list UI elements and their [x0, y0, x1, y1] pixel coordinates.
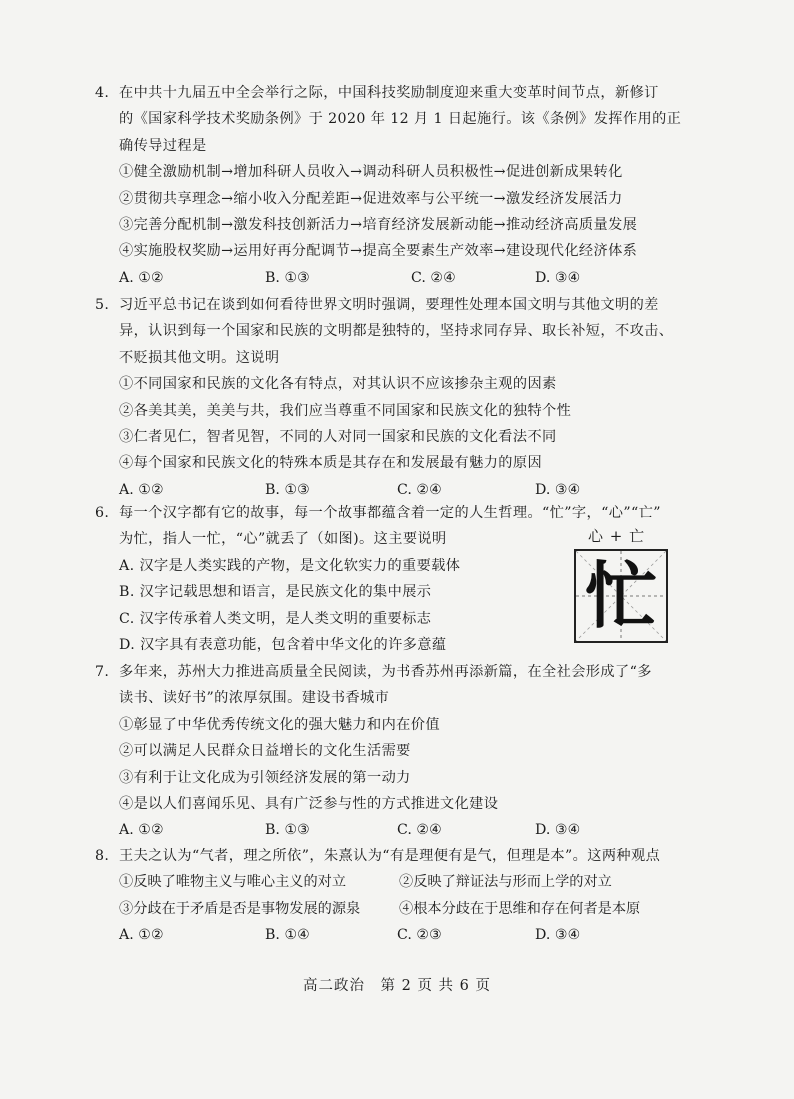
option-b: B. ①③: [265, 269, 310, 286]
page-footer: 高二政治 第 2 页 共 6 页: [303, 978, 491, 994]
option-d: D. ③④: [535, 927, 581, 944]
statement: ③有利于让文化成为引领经济发展的第一动力: [119, 769, 411, 786]
option-c: C. ②④: [411, 269, 456, 286]
option-b: B. ①④: [265, 927, 310, 944]
answer-options: [95, 817, 695, 843]
statement: ④是以人们喜闻乐见、具有广泛参与性的方式推进文化建设: [119, 795, 499, 812]
statement: ④每个国家和民族文化的特殊本质是其存在和发展最有魅力的原因: [119, 455, 543, 472]
option-b: B. 汉字记载思想和语言，是民族文化的集中展示: [119, 584, 432, 601]
question-number: 4.: [95, 85, 110, 101]
question-number: 7.: [95, 664, 110, 680]
question-stem-line: 确传导过程是: [119, 137, 207, 154]
statement: ①健全激励机制→增加科研人员收入→调动科研人员积极性→促进创新成果转化: [119, 164, 623, 181]
question-stem-line: 的《国家科学技术奖励条例》于 2020 年 12 月 1 日起施行。该《条例》发挥作用的正: [119, 111, 682, 128]
statement-row: [95, 869, 695, 895]
option-d: D. ③④: [535, 822, 581, 839]
statement: ③分歧在于矛盾是否是事物发展的源泉: [119, 900, 361, 917]
question-stem-line: 6. 每一个汉字都有它的故事，每一个故事都蕴含着一定的人生哲理。“忙”字，“心”“亡”: [95, 500, 695, 526]
option-d: D. ③④: [535, 481, 581, 498]
question-stem-line: 7. 多年来，苏州大力推进高质量全民阅读，为书香苏州再添新篇，在全社会形成了“多: [95, 659, 695, 685]
statement: ④根本分歧在于思维和存在何者是本原: [399, 900, 641, 917]
question-number: 8.: [95, 848, 110, 864]
statement: ①不同国家和民族的文化各有特点，对其认识不应该掺杂主观的因素: [119, 376, 557, 393]
option-c: C. ②④: [397, 822, 442, 839]
statement: ②反映了辩证法与形而上学的对立: [399, 874, 612, 891]
question-4: [95, 80, 695, 291]
option-a: A. ①②: [119, 269, 164, 286]
question-stem-line: 4. 在中共十九届五中全会举行之际，中国科技奖励制度迎来重大变革时间节点，新修订: [95, 80, 695, 106]
statement: ①彰显了中华优秀传统文化的强大魅力和内在价值: [119, 716, 440, 733]
question-number: 5.: [95, 297, 110, 313]
question-stem-line: 8. 王夫之认为“气者，理之所依”，朱熹认为“有是理便有是气，但理是本”。这两种观点: [95, 843, 695, 869]
question-stem-line: 异，认识到每一个国家和民族的文明都是独特的，坚持求同存异、取长补短，不攻击、: [119, 323, 674, 340]
question-7: [95, 659, 695, 844]
answer-options: [95, 265, 695, 291]
option-a: A. ①②: [119, 927, 164, 944]
question-stem-line: 为忙，指人一忙，“心”就丢了（如图)。这主要说明: [119, 531, 447, 548]
option-a: A. 汉字是人类实践的产物，是文化软实力的重要载体: [119, 557, 461, 574]
question-8: [95, 843, 695, 949]
statement: ③仁者见仁，智者见智，不同的人对同一国家和民族的文化看法不同: [119, 428, 557, 445]
option-c: C. 汉字传承着人类文明，是人类文明的重要标志: [119, 610, 432, 627]
option-c: C. ②④: [397, 481, 442, 498]
statement: ②贯彻共享理念→缩小收入分配差距→促进效率与公平统一→激发经济发展活力: [119, 190, 623, 207]
option-c: C. ②③: [397, 927, 442, 944]
question-5: [95, 292, 695, 503]
statement: ②可以满足人民群众日益增长的文化生活需要: [119, 743, 411, 760]
statement: ②各美其美，美美与共，我们应当尊重不同国家和民族文化的独特个性: [119, 402, 572, 419]
option-d: D. ③④: [535, 269, 581, 286]
option-a: A. ①②: [119, 822, 164, 839]
statement-row: [95, 896, 695, 922]
question-stem-line: 不贬损其他文明。这说明: [119, 349, 280, 366]
figure-label: 心 + 亡: [588, 527, 646, 545]
question-stem-line: 读书、读好书”的浓厚氛围。建设书香城市: [119, 690, 390, 707]
figure-character: 忙: [584, 553, 657, 638]
option-d: D. 汉字具有表意功能，包含着中华文化的许多意蕴: [119, 636, 447, 653]
question-number: 6.: [95, 505, 110, 521]
statement: ①反映了唯物主义与唯心主义的对立: [119, 874, 347, 891]
question-stem-line: 5. 习近平总书记在谈到如何看待世界文明时强调，要理性处理本国文明与其他文明的差: [95, 292, 695, 318]
statement: ③完善分配机制→激发科技创新活力→培育经济发展新动能→推动经济高质量发展: [119, 216, 638, 233]
character-figure: [566, 525, 676, 650]
statement: ④实施股权奖励→运用好再分配调节→提高全要素生产效率→建设现代化经济体系: [119, 243, 638, 260]
option-b: B. ①③: [265, 822, 310, 839]
answer-options: [95, 922, 695, 948]
option-b: B. ①③: [265, 481, 310, 498]
tian-zi-grid: [574, 549, 668, 643]
option-a: A. ①②: [119, 481, 164, 498]
